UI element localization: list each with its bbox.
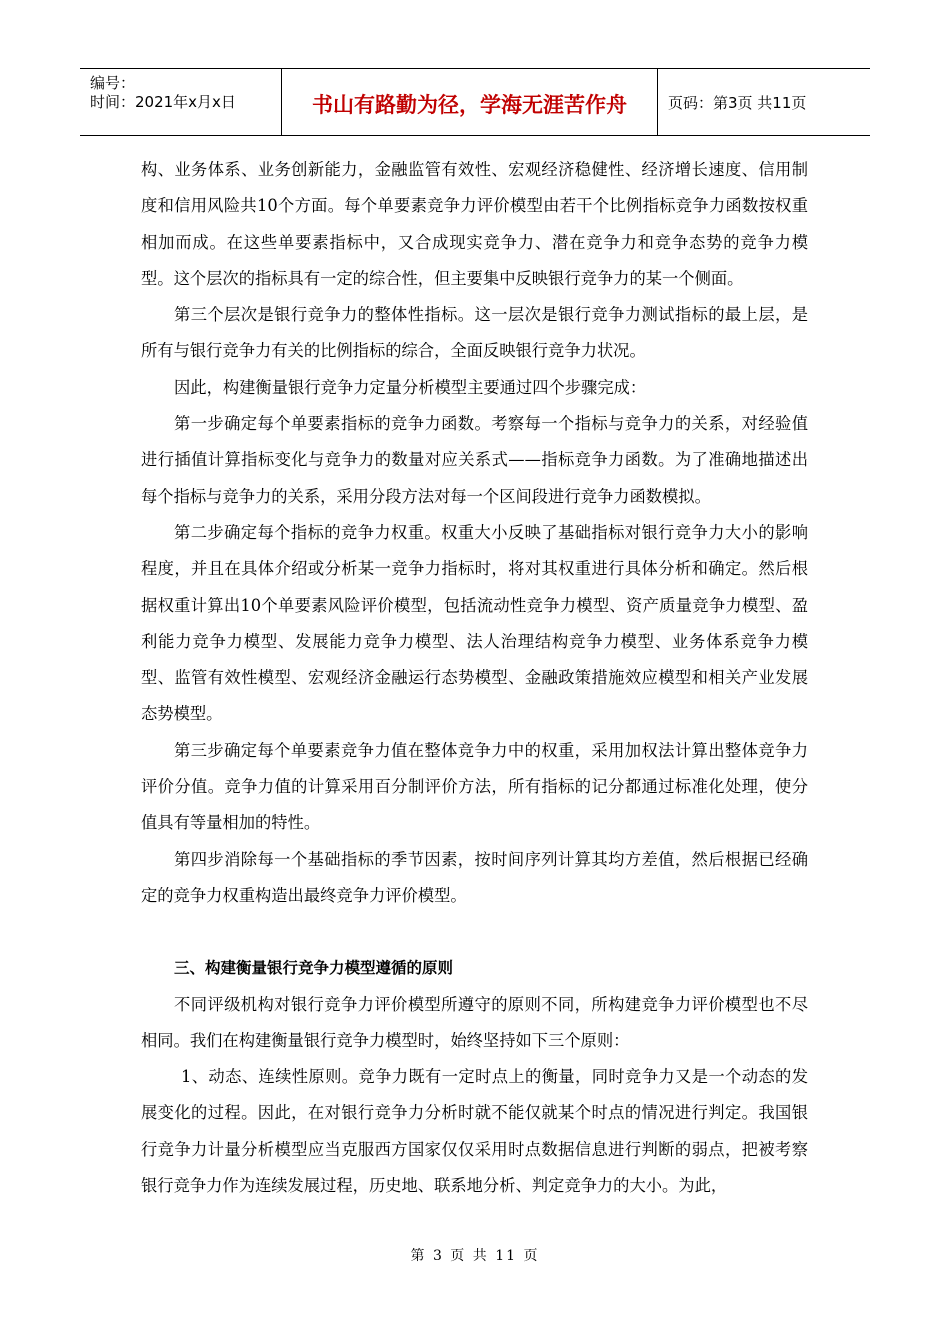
paragraph: 第四步消除每一个基础指标的季节因素，按时间序列计算其均方差值，然后根据已经确定的竞争力权重构造出最终竞争力评价模型。: [141, 849, 808, 905]
paragraph: 因此，构建衡量银行竞争力定量分析模型主要通过四个步骤完成：: [174, 377, 647, 397]
paragraph: 第三个层次是银行竞争力的整体性指标。这一层次是银行竞争力测试指标的最上层，是所有与银行竞争力有关的比例指标的综合，全面反映银行竞争力状况。: [141, 305, 808, 361]
header-meta: [80, 69, 282, 135]
paragraph: 第一步确定每个单要素指标的竞争力函数。考察每一个指标与竞争力的关系，对经验值进行插值计算指标变化与竞争力的数量对应关系式——指标竞争力函数。为了准确地描述出每个指标与竞争力的关系，采用分段方法对每一个区间段进行竞争力函数模拟。: [141, 414, 808, 506]
page-footer: 第 3 页 共 11 页: [410, 1248, 540, 1264]
header-page-code: 页码：第3页 共11页: [668, 93, 807, 112]
paragraph: 不同评级机构对银行竞争力评价模型所遵守的原则不同，所构建竞争力评价模型也不尽相同。我们在构建衡量银行竞争力模型时，始终坚持如下三个原则：: [141, 994, 808, 1050]
document-date-label: 时间：2021年x月x日: [90, 93, 236, 111]
paragraph: 第二步确定每个指标的竞争力权重。权重大小反映了基础指标对银行竞争力大小的影响程度，并且在具体介绍或分析某一竞争力指标时，将对其权重进行具体分析和确定。然后根据权重计算出10个单要素风险评价模型，包括流动性竞争力模型、资产质量竞争力模型、盈利能力竞争力模型、发展能力竞争力模型、法人治理结构竞争力模型、业务体系竞争力模型、监管有效性模型、宏观经济金融运行态势模型、金融政策措施效应模型和相关产业发展态势模型。: [141, 522, 808, 724]
paragraph: 第三步确定每个单要素竞争力值在整体竞争力中的权重，采用加权法计算出整体竞争力评价分值。竞争力值的计算采用百分制评价方法，所有指标的记分都通过标准化处理，使分值具有等量相加的特性。: [141, 740, 808, 833]
page-header: [80, 68, 870, 136]
paragraph: 构、业务体系、业务创新能力，金融监管有效性、宏观经济稳健性、经济增长速度、信用制度和信用风险共10个方面。每个单要素竞争力评价模型由若干个比例指标竞争力函数按权重相加而成。在这些单要素指标中，又合成现实竞争力、潜在竞争力和竞争态势的竞争力模型。这个层次的指标具有一定的综合性，但主要集中反映银行竞争力的某一个侧面。: [141, 160, 808, 288]
paragraph: 1、动态、连续性原则。竞争力既有一定时点上的衡量，同时竞争力又是一个动态的发展变化的过程。因此，在对银行竞争力分析时就不能仅就某个时点的情况进行判定。我国银行竞争力计量分析模型应当克服西方国家仅仅采用时点数据信息进行判断的弱点，把被考察银行竞争力作为连续发展过程，历史地、联系地分析、判定竞争力的大小。为此，: [141, 1067, 808, 1196]
section-heading: 三、构建衡量银行竞争力模型遵循的原则: [174, 959, 454, 978]
header-motto: 书山有路勤为径，学海无涯苦作舟: [282, 69, 658, 135]
document-body: [141, 152, 808, 1204]
document-number-label: 编号：: [90, 74, 136, 92]
